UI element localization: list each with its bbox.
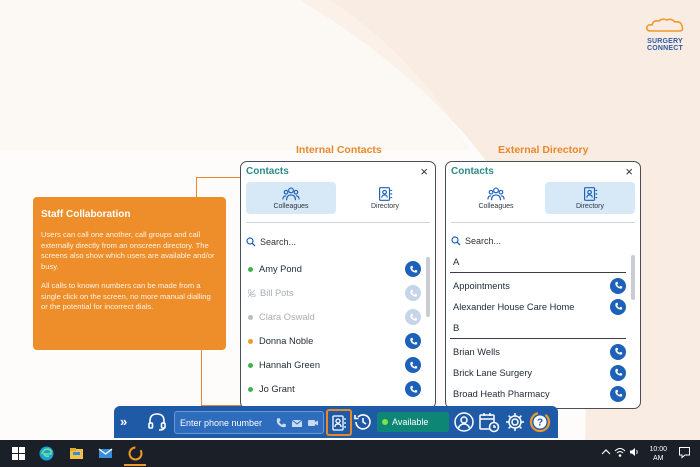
availability-status-select[interactable]: [377, 412, 449, 432]
list-item[interactable]: [450, 383, 626, 404]
phone-icon: [409, 337, 418, 346]
list-item[interactable]: [245, 353, 421, 377]
surgery-connect-logo: [642, 18, 688, 52]
contact-name: Jo Grant: [259, 384, 295, 394]
staff-collaboration-callout: [33, 197, 226, 350]
list-item[interactable]: [450, 362, 626, 383]
search-input[interactable]: [451, 236, 501, 246]
callout-paragraph-2: All calls to known numbers can be made from a single click on the screen, no more manual dialling or the potential for incorrect dials.: [41, 281, 211, 311]
close-icon[interactable]: ×: [625, 164, 633, 179]
contact-name: Hannah Green: [259, 360, 320, 370]
search-placeholder: Search...: [465, 236, 502, 246]
cloud-icon: [645, 18, 685, 32]
call-button[interactable]: [610, 344, 626, 360]
group-letter: B: [450, 319, 626, 339]
svg-text:?: ?: [536, 417, 544, 429]
panel-title: Contacts: [451, 166, 494, 177]
notifications-icon[interactable]: [678, 446, 691, 459]
phone-toolbar: [114, 406, 558, 438]
phone-icon: [409, 361, 418, 370]
tab-colleagues[interactable]: [451, 182, 541, 214]
directory-list: [450, 253, 626, 404]
internal-contacts-title: Internal Contacts: [296, 144, 382, 156]
calendar-clock-icon[interactable]: [478, 411, 500, 433]
connector-line-top: [196, 177, 242, 199]
phone-icon: [614, 302, 623, 311]
contact-name: Clara Oswald: [259, 312, 315, 322]
status-dot-available: [248, 387, 253, 392]
search-icon: [246, 237, 256, 247]
os-taskbar: [0, 440, 700, 467]
tab-label: Colleagues: [478, 203, 514, 210]
volume-icon[interactable]: [628, 446, 640, 458]
contact-name: Amy Pond: [259, 264, 302, 274]
list-item[interactable]: [245, 281, 421, 305]
entry-name: Alexander House Care Home: [453, 301, 575, 312]
history-icon[interactable]: [352, 411, 374, 433]
entry-name: Brick Lane Surgery: [453, 367, 533, 378]
email-icon[interactable]: [291, 417, 303, 429]
call-button[interactable]: [405, 261, 421, 277]
edge-browser-icon[interactable]: [38, 445, 55, 462]
phone-icon: [614, 368, 623, 377]
search-placeholder: Search...: [260, 237, 297, 247]
status-dot-available: [248, 363, 253, 368]
call-button[interactable]: [610, 299, 626, 315]
list-item[interactable]: [245, 329, 421, 353]
tab-label: Colleagues: [273, 203, 309, 210]
call-button-disabled: [405, 309, 421, 325]
status-dot-available: [382, 419, 388, 425]
call-button[interactable]: [610, 365, 626, 381]
list-item[interactable]: [450, 341, 626, 362]
close-icon[interactable]: ×: [420, 164, 428, 179]
scrollbar[interactable]: [631, 255, 635, 300]
contact-name: Donna Noble: [259, 336, 314, 346]
tab-label: Directory: [370, 203, 399, 210]
directory-icon: [581, 186, 599, 202]
call-button[interactable]: [405, 381, 421, 397]
tab-directory[interactable]: [340, 182, 430, 214]
logo-line-1: SURGERY: [647, 38, 683, 45]
panel-title: Contacts: [246, 166, 289, 177]
entry-name: Broad Heath Pharmacy: [453, 388, 550, 399]
panel-tabs: [246, 182, 430, 214]
user-profile-icon[interactable]: [453, 411, 475, 433]
colleagues-icon: [487, 186, 505, 202]
phone-icon: [614, 389, 623, 398]
logo-line-2: CONNECT: [646, 45, 683, 52]
phone-icon: [614, 347, 623, 356]
phone-icon: [614, 281, 623, 290]
mail-icon[interactable]: [97, 445, 114, 462]
group-letter: A: [450, 253, 626, 273]
entry-name: Brian Wells: [453, 346, 500, 357]
scrollbar[interactable]: [426, 257, 430, 317]
phone-icon: [409, 289, 418, 298]
system-clock[interactable]: [649, 445, 667, 463]
callout-paragraph-1: Users can call one another, call groups and call externally directly from an onscreen directory. The screens also show which users are available and/or busy.: [41, 230, 215, 271]
contact-name: Bill Pots: [260, 288, 294, 298]
list-item[interactable]: [245, 305, 421, 329]
list-item[interactable]: [450, 275, 626, 296]
panel-tabs: [451, 182, 635, 214]
phone-off-icon: [247, 289, 256, 298]
headset-icon[interactable]: [146, 411, 168, 433]
search-input[interactable]: [246, 237, 296, 247]
list-item[interactable]: [245, 377, 421, 401]
status-label: Available: [392, 417, 429, 427]
callout-title: Staff Collaboration: [41, 209, 131, 220]
external-directory-panel: [445, 161, 641, 409]
phone-icon[interactable]: [275, 417, 287, 429]
phone-number-placeholder: Enter phone number: [180, 417, 263, 428]
entry-name: Appointments: [453, 280, 510, 291]
divider: [246, 222, 430, 223]
divider: [451, 222, 635, 223]
search-icon: [451, 236, 461, 246]
settings-gear-icon[interactable]: [504, 411, 526, 433]
surgery-connect-app-icon[interactable]: [127, 445, 144, 462]
phone-icon: [409, 265, 418, 274]
clock-meridiem: AM: [652, 455, 664, 462]
status-dot-busy: [248, 339, 253, 344]
list-item[interactable]: [450, 296, 626, 317]
status-dot-offline: [248, 315, 253, 320]
contacts-book-icon: [332, 415, 346, 431]
tab-label: Directory: [575, 203, 604, 210]
chevron-up-icon[interactable]: [600, 446, 612, 458]
call-button[interactable]: [610, 278, 626, 294]
wifi-icon[interactable]: [614, 446, 626, 458]
colleagues-icon: [282, 186, 300, 202]
expand-button[interactable]: »: [120, 414, 128, 429]
contacts-button[interactable]: [326, 409, 352, 436]
clock-time: 10:00: [649, 446, 667, 453]
call-button[interactable]: [405, 357, 421, 373]
windows-start-icon[interactable]: [10, 445, 27, 462]
status-dot-available: [248, 267, 253, 272]
list-item[interactable]: [245, 257, 421, 281]
tab-directory[interactable]: [545, 182, 635, 214]
internal-contacts-panel: [240, 161, 436, 409]
call-button-disabled: [405, 285, 421, 301]
active-app-indicator: [124, 464, 146, 466]
phone-number-input[interactable]: [174, 411, 324, 434]
tab-colleagues[interactable]: [246, 182, 336, 214]
video-icon[interactable]: [307, 417, 319, 429]
call-button[interactable]: [610, 386, 626, 402]
directory-icon: [376, 186, 394, 202]
help-icon[interactable]: [529, 411, 551, 433]
call-button[interactable]: [405, 333, 421, 349]
phone-icon: [409, 385, 418, 394]
colleagues-list: [245, 257, 421, 401]
phone-icon: [409, 313, 418, 322]
external-directory-title: External Directory: [498, 144, 589, 156]
file-explorer-icon[interactable]: [68, 445, 85, 462]
